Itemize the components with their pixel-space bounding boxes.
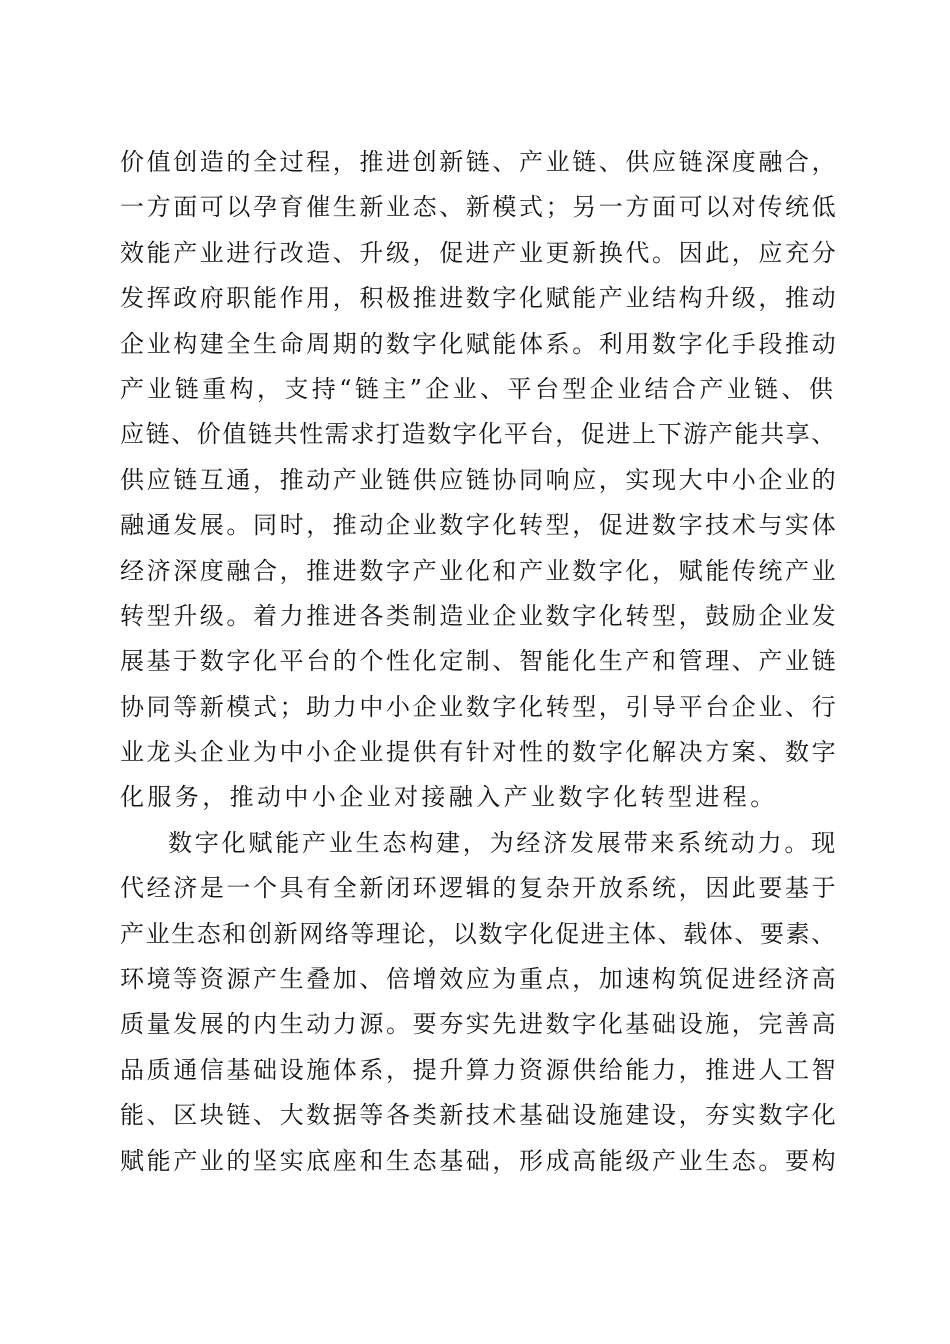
paragraph-1-line-7: 应链、价值链共性需求打造数字化平台，促进上下游产能共享、 [120,420,837,449]
paragraph-2-line-5: 质量发展的内生动力源。要夯实先进数字化基础设施，完善高 [120,1010,839,1039]
paragraph-1-line-8: 供应链互通，推动产业链供应链协同响应，实现大中小企业的 [120,465,839,494]
paragraph-1-line-9: 融通发展。同时，推动企业数字化转型，促进数字技术与实体 [120,511,839,540]
paragraph-1-line-11: 转型升级。着力推进各类制造业企业数字化转型，鼓励企业发 [120,601,839,630]
paragraph-2-line-6: 品质通信基础设施体系，提升算力资源供给能力，推进人工智 [120,1055,839,1084]
paragraph-1-line-6: 产业链重构，支持“链主”企业、平台型企业结合产业链、供 [120,374,837,403]
paragraph-1-line-14: 业龙头企业为中小企业提供有针对性的数字化解决方案、数字 [120,738,839,767]
paragraph-2-line-2: 代经济是一个具有全新闭环逻辑的复杂开放系统，因此要基于 [120,874,839,903]
paragraph-1-line-10: 经济深度融合，推进数字产业化和产业数字化，赋能传统产业 [120,556,839,585]
paragraph-2-line-8: 赋能产业的坚实底座和生态基础，形成高能级产业生态。要构 [120,1146,839,1175]
paragraph-1-line-3: 效能产业进行改造、升级，促进产业更新换代。因此，应充分 [120,238,839,267]
paragraph-1-line-12: 展基于数字化平台的个性化定制、智能化生产和管理、产业链 [120,647,839,676]
paragraph-1-line-2: 一方面可以孕育催生新业态、新模式；另一方面可以对传统低 [120,193,839,222]
paragraph-1-line-5: 企业构建全生命周期的数字化赋能体系。利用数字化手段推动 [120,329,839,358]
paragraph-1-line-15: 化服务，推动中小企业对接融入产业数字化转型进程。 [120,783,778,812]
paragraph-2-line-4: 环境等资源产生叠加、倍增效应为重点，加速构筑促进经济高 [120,965,839,994]
paragraph-1-line-4: 发挥政府职能作用，积极推进数字化赋能产业结构升级，推动 [120,284,839,313]
paragraph-2-line-7: 能、区块链、大数据等各类新技术基础设施建设，夯实数字化 [120,1101,839,1130]
paragraph-2-line-3: 产业生态和创新网络等理论，以数字化促进主体、载体、要素、 [120,919,837,948]
paragraph-2-line-1: 数字化赋能产业生态构建，为经济发展带来系统动力。现 [168,828,838,857]
paragraph-1-line-13: 协同等新模式；助力中小企业数字化转型，引导平台企业、行 [120,692,839,721]
body-text [120,140,840,1184]
paragraph-1-line-1: 价值创造的全过程，推进创新链、产业链、供应链深度融合， [120,148,839,176]
